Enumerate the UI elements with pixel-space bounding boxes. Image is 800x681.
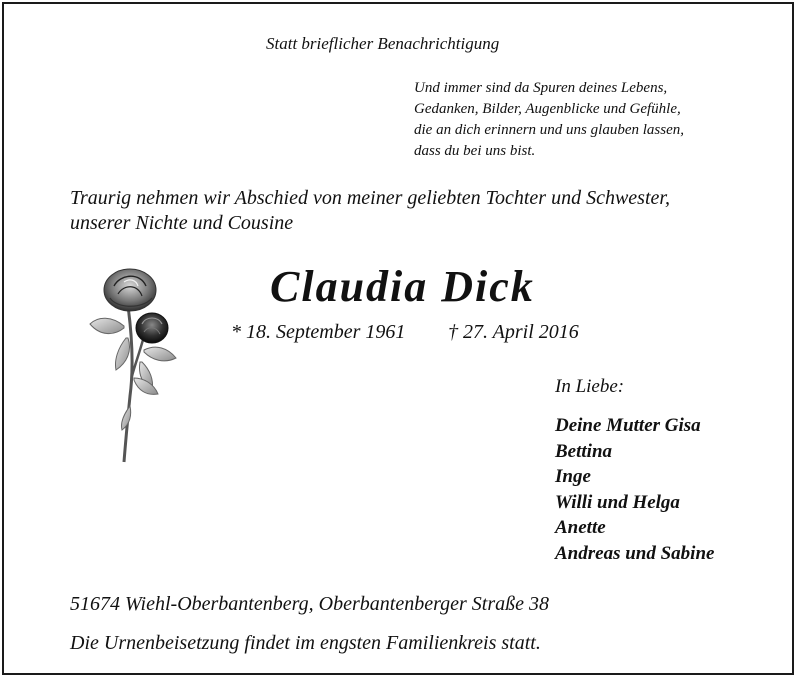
memorial-quote <box>414 78 684 162</box>
obituary-card <box>2 2 794 675</box>
mourner-name: Anette <box>555 517 606 538</box>
mourner-name: Andreas und Sabine <box>555 542 715 564</box>
mourner-name: Inge <box>555 466 591 487</box>
rose-icon <box>84 266 196 466</box>
header-line: Statt brieflicher Benachrichtigung <box>266 34 500 53</box>
mourner-name: Deine Mutter Gisa <box>555 415 701 436</box>
intro-line: Traurig nehmen wir Abschied von meiner geliebten Tochter und Schwester, <box>70 187 670 209</box>
intro-text <box>70 186 670 236</box>
quote-line: Und immer sind da Spuren deines Lebens, <box>414 80 668 96</box>
burial-notice: Die Urnenbeisetzung findet im engsten Familienkreis statt. <box>70 632 541 654</box>
mourner-name: Willi und Helga <box>555 491 680 513</box>
quote-line: dass du bei uns bist. <box>414 143 536 159</box>
quote-line: Gedanken, Bilder, Augenblicke und Gefühle, <box>414 101 681 117</box>
in-love-label: In Liebe: <box>555 376 625 397</box>
birth-date: * 18. September 1961 <box>231 321 406 343</box>
address-line: 51674 Wiehl-Oberbantenberg, Oberbantenberger Straße 38 <box>70 593 549 615</box>
quote-line: die an dich erinnern und uns glauben lassen, <box>414 122 684 138</box>
mourner-name: Bettina <box>555 440 613 462</box>
intro-line: unserer Nichte und Cousine <box>70 212 294 234</box>
deceased-name: Claudia Dick <box>270 262 535 311</box>
death-date: † 27. April 2016 <box>448 321 579 343</box>
mourner-list <box>555 413 714 566</box>
